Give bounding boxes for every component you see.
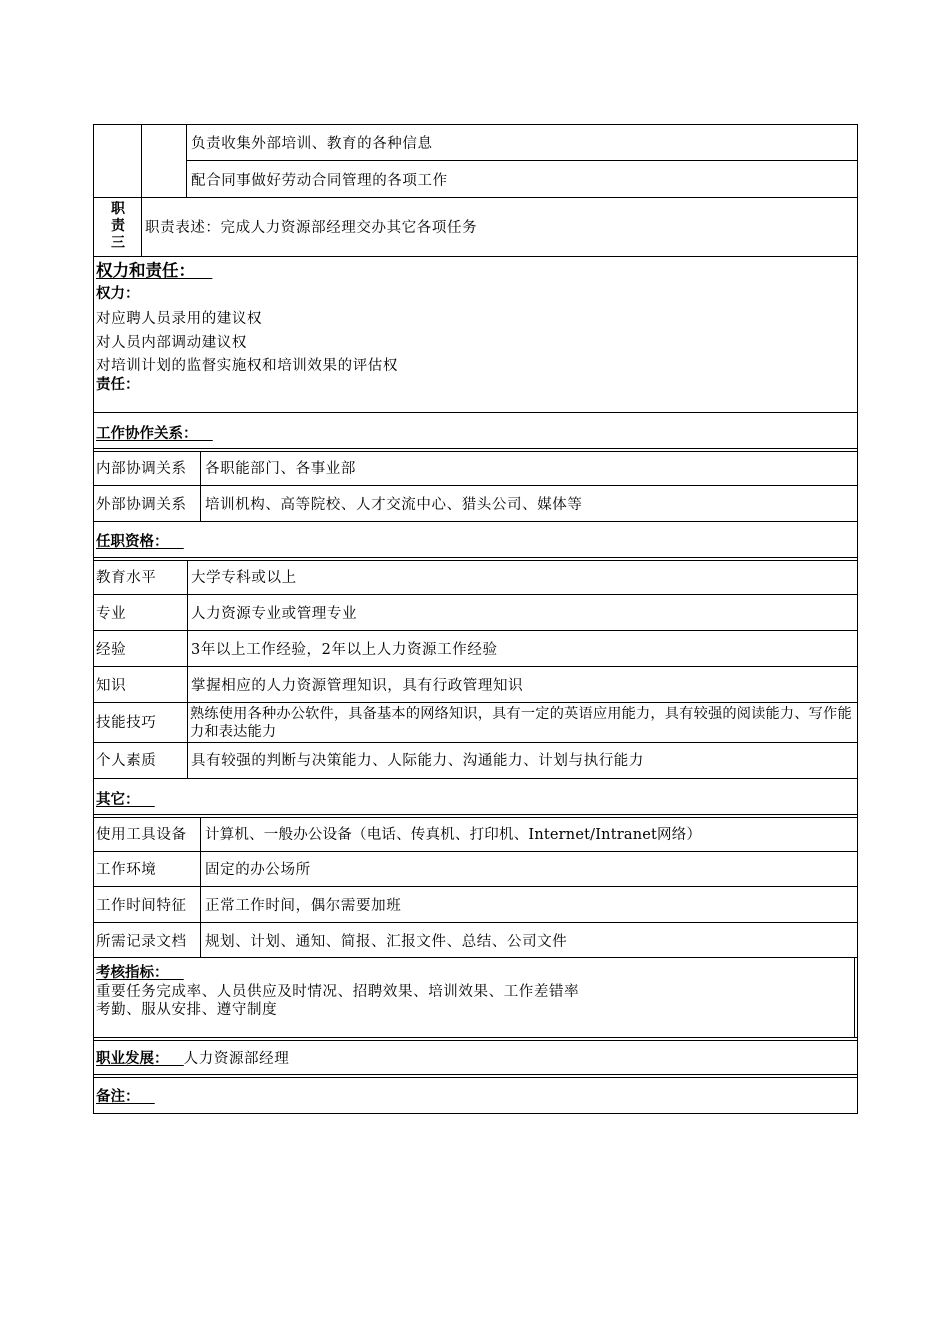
duty-item: 配合同事做好劳动合同管理的各项工作: [191, 173, 448, 189]
row-divider: [186, 160, 857, 161]
row-divider: [93, 851, 858, 852]
qualification-value: 3年以上工作经验，2年以上人力资源工作经验: [191, 642, 498, 658]
duty3-label-char: 职: [111, 201, 125, 217]
cooperation-heading: 工作协作关系：: [96, 426, 198, 442]
qualification-heading: 任职资格：: [96, 534, 169, 550]
other-value: 计算机、一般办公设备（电话、传真机、打印机、Internet/Intranet网络）: [205, 827, 702, 843]
qualification-value: 具有较强的判断与决策能力、人际能力、沟通能力、计划与执行能力: [191, 753, 644, 769]
other-value: 规划、计划、通知、简报、汇报文件、总结、公司文件: [205, 934, 568, 950]
qualification-label: 教育水平: [96, 570, 157, 586]
section-divider: [93, 778, 858, 779]
section-divider: [93, 1037, 858, 1038]
section-divider: [93, 448, 858, 449]
career-heading: 职业发展：: [96, 1051, 169, 1067]
col-divider: [854, 957, 855, 1037]
qualification-value: 熟练使用各种办公软件，具备基本的网络知识，具有一定的英语应用能力，具有较强的阅读能力、写作能力和表达能力: [190, 706, 852, 740]
other-heading: 其它：: [96, 792, 140, 808]
section-divider: [93, 412, 858, 413]
assessment-heading: 考核指标：: [96, 965, 169, 981]
power-heading: 权力和责任：: [96, 261, 195, 280]
assessment-line: 重要任务完成率、人员供应及时情况、招聘效果、培训效果、工作差错率: [96, 984, 580, 1000]
col-divider-1: [141, 124, 142, 198]
row-divider: [93, 630, 858, 631]
section-divider: [93, 521, 858, 522]
remarks-heading: 备注：: [96, 1089, 140, 1105]
power-item: 对人员内部调动建议权: [96, 335, 247, 351]
power-label: 权力：: [96, 286, 140, 302]
col-divider: [200, 817, 201, 957]
other-label: 所需记录文档: [96, 934, 187, 950]
power-item: 对培训计划的监督实施权和培训效果的评估权: [96, 358, 398, 374]
col-divider: [141, 198, 142, 256]
qualification-label: 个人素质: [96, 753, 157, 769]
other-label: 使用工具设备: [96, 827, 187, 843]
other-value: 固定的办公场所: [205, 862, 311, 878]
duty3-label-char: 责: [111, 218, 125, 234]
qualification-label: 专业: [96, 606, 127, 622]
other-value: 正常工作时间，偶尔需要加班: [205, 898, 402, 914]
section-divider: [93, 1077, 858, 1078]
career-row: [96, 1050, 289, 1068]
row-divider: [93, 451, 858, 452]
section-divider: [93, 957, 858, 958]
duty3-text: 职责表述：完成人力资源部经理交办其它各项任务: [145, 220, 478, 236]
duty3-label: [108, 201, 128, 252]
col-divider: [200, 451, 201, 521]
duty-item: 负责收集外部培训、教育的各种信息: [191, 136, 433, 152]
row-divider: [93, 922, 858, 923]
row-divider: [93, 256, 858, 257]
row-divider: [93, 197, 858, 198]
qualification-value: 人力资源专业或管理专业: [191, 606, 358, 622]
cooperation-label: 内部协调关系: [96, 461, 187, 477]
qualification-label: 经验: [96, 642, 127, 658]
col-divider: [187, 560, 188, 778]
row-divider: [93, 594, 858, 595]
power-item: 对应聘人员录用的建议权: [96, 311, 263, 327]
section-divider: [93, 1040, 858, 1041]
other-label: 工作环境: [96, 862, 157, 878]
cooperation-value: 培训机构、高等院校、人才交流中心、猎头公司、媒体等: [205, 497, 583, 513]
assessment-line: 考勤、服从安排、遵守制度: [96, 1002, 278, 1018]
row-divider: [93, 485, 858, 486]
section-divider: [93, 814, 858, 815]
duty3-label-char: 三: [111, 235, 125, 251]
row-divider: [93, 702, 858, 703]
cooperation-value: 各职能部门、各事业部: [205, 461, 356, 477]
section-divider: [93, 1074, 858, 1075]
qualification-value: 大学专科或以上: [191, 570, 297, 586]
other-label: 工作时间特征: [96, 898, 187, 914]
row-divider: [93, 886, 858, 887]
responsibility-label: 责任：: [96, 377, 140, 393]
row-divider: [93, 742, 858, 743]
qualification-value: 掌握相应的人力资源管理知识，具有行政管理知识: [191, 678, 524, 694]
career-value: 人力资源部经理: [183, 1051, 290, 1067]
row-divider: [93, 666, 858, 667]
cooperation-label: 外部协调关系: [96, 497, 187, 513]
row-divider: [93, 817, 858, 818]
row-divider: [93, 560, 858, 561]
section-divider: [93, 557, 858, 558]
col-divider-2: [186, 124, 187, 198]
qualification-label: 技能技巧: [96, 715, 157, 731]
qualification-label: 知识: [96, 678, 127, 694]
